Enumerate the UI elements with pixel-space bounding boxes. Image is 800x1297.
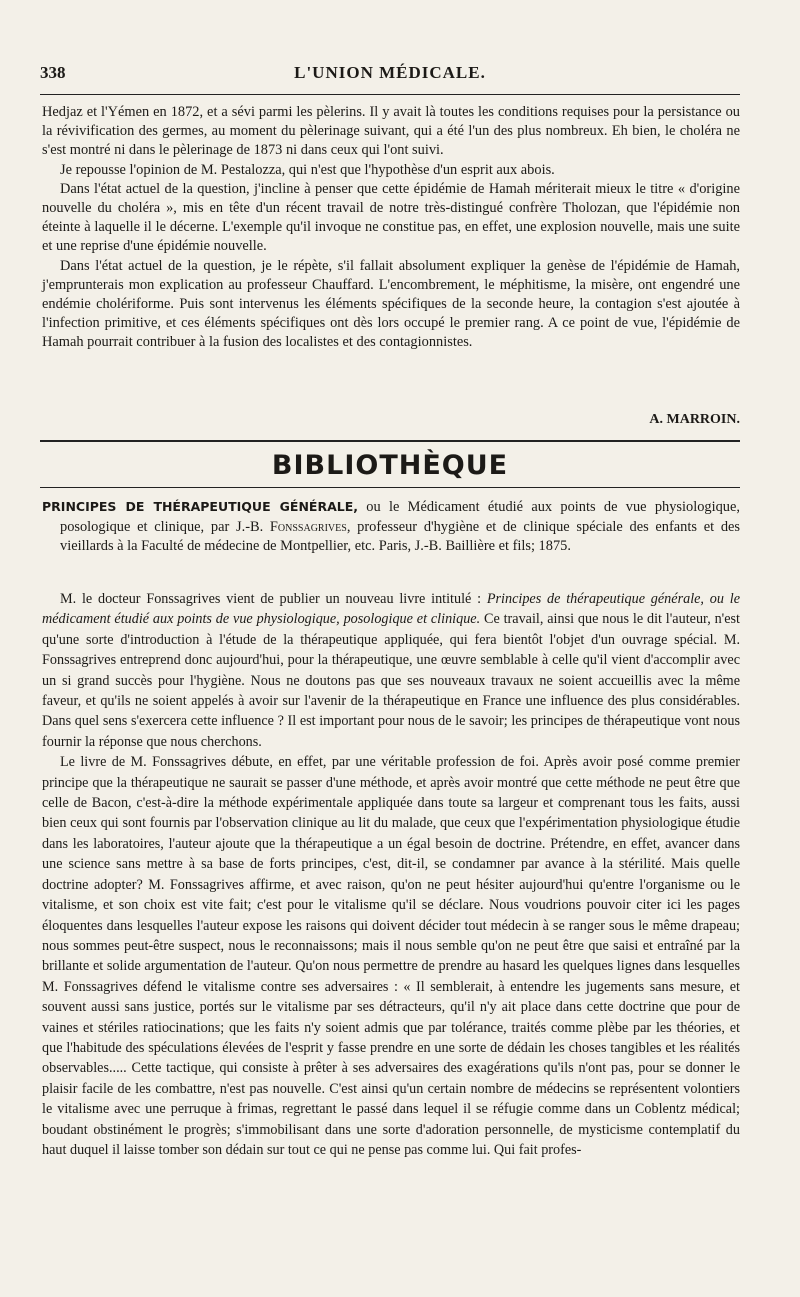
review-text: Ce travail, ainsi que nous le dit l'auteur, n'est qu'une sorte d'introduction à l'étude de la thérapeutique appliquée, qui fera bientôt l'objet d'un ouvrage spécial. M. Fonssagrives entreprend donc aujourd'hui, pour la thérapeutique, une œuvre semblable à celle qu'il vient d'accomplir avec un si grand succès pour l'hygiène. Nous ne doutons pas que ses nouveaux travaux ne soient accueillis avec la même faveur, et qu'ils ne soient appelés à avoir sur l'avenir de la thérapeutique en France une influence des plus considérables. Dans quel sens s'exercera cette influence ? Il est important pour nous de le savoir; les principes de thérapeutique vont nous fournir la réponse que nous cherchons. <box>42 611 740 750</box>
book-subtitle: ou le Médicament étudié aux points de vue physiologique, posologique et clinique, par J.-B. <box>60 499 740 535</box>
article-signature: A. MARROIN. <box>649 412 740 427</box>
section-rule-bottom <box>40 487 740 488</box>
review-text: M. le docteur Fonssagrives vient de publier un nouveau livre intitulé : <box>60 591 487 607</box>
article-paragraph: Dans l'état actuel de la question, je le répète, s'il fallait absolument expliquer la genèse de l'épidémie de Hamah, j'emprunterais mon explication au professeur Chauffard. L'encombrement, le méphitisme, la misère, ont engendré une endémie cholériforme. Puis sont intervenus les éléments spécifiques de la seconde heure, la contagion s'est ajoutée à l'infection primitive, et ces éléments spécifiques ont dès lors occupé le premier rang. A ce point de vue, l'épidémie de Hamah pourrait contribuer à la fusion des localistes et des contagionnistes. <box>42 257 740 351</box>
review-paragraph: Le livre de M. Fonssagrives débute, en effet, par une véritable profession de foi. Après avoir posé comme premier principe que la thérapeutique ne saurait se passer d'une méthode, et après avoir montré que cette méthode ne peut être que celle de Bacon, c'est-à-dire la méthode expérimentale appliquée dans toute sa largeur et comprenant tous les faits, aussi bien ceux qui sont fournis par l'observation clinique au lit du malade, que ceux que l'expérimentation physiologique étudie dans les laboratoires, l'auteur ajoute que la thérapeutique a un égal besoin de doctrine. Prétendre, en effet, avancer dans une science sans mettre à sa base de forts principes, c'est, dit-il, se condamner par avance à la stérilité. Mais quelle doctrine adopter? M. Fonssagrives affirme, et avec raison, qu'on ne peut hésiter aujourd'hui qu'entre l'organisme ou le vitalisme, et son choix est vite fait; c'est pour le vitalisme qu'il se déclare. Nous voudrions pouvoir citer ici les pages éloquentes dans lesquelles l'auteur expose les raisons qui doivent décider tout médecin à se ranger sous le même drapeau; nous sommes peut-être suspect, nous le reconnaissons; mais il nous semble qu'on ne peut être que saisi et entraîné par la brillante et solide argumentation de l'auteur. Qu'on nous permettre de prendre au hasard les quelques lignes dans lesquelles M. Fonssagrives défend le vitalisme contre ses adversaires : « Il semblerait, à entendre les jugements sans mesure, et souvent aussi sans justice, portés sur le vitalisme par ses détracteurs, qu'il n'y ait place dans cette doctrine que pour de vaines et stériles ratiocinations; que les faits n'y soient admis que par tolérance, traités comme plèbe par les théories, et que l'habitude des spéculations élevées de l'esprit y fasse prendre en une sorte de dédain les choses tangibles et les réalités observables..... Cette tactique, qui consiste à prêter à ses adversaires des exagérations qu'ils n'ont pas, pour se donner le plaisir facile de les combattre, n'est pas nouvelle. C'est ainsi qu'un certain nombre de médecins se représentent volontiers le vitalisme avec une perruque à frimas, regrettant le passé dans lequel il se réfugie comme dans un Coblentz médical; boudant obstinément le progrès; s'immobilisant dans une sorte d'adoration personnelle, de mysticisme contemplatif du haut duquel il laisse tomber son dédain sur tout ce qui ne pense pas comme lui. Qui fait profes- <box>42 754 740 1158</box>
section-heading <box>40 448 740 490</box>
article-paragraph: Je repousse l'opinion de M. Pestalozza, qui n'est que l'hypothèse d'un esprit aux abois. <box>60 161 555 178</box>
section-title: BIBLIOTHÈQUE <box>266 450 514 481</box>
page-number: 338 <box>40 63 66 82</box>
book-title: PRINCIPES DE THÉRAPEUTIQUE GÉNÉRALE, <box>42 499 359 514</box>
review-book-title: Principes de thérapeutique générale, ou le médicament étudié aux points de vue physiologique, posologique et clinique. <box>42 591 740 628</box>
book-reference <box>42 497 740 557</box>
review-paragraph <box>42 589 740 752</box>
book-publication: , professeur d'hygiène et de clinique spéciale des enfants et des vieillards à la Faculté de médecine de Montpellier, etc. Paris, J.-B. Baillière et fils; 1875. <box>60 518 740 555</box>
article-paragraph: Dans l'état actuel de la question, j'incline à penser que cette épidémie de Hamah mériterait mieux le titre « d'origine nouvelle du choléra », mis en tête d'un récent travail de notre très-distingué confrère Tholozan, que l'épidémie non éteinte à laquelle il le décerne. L'exemple qu'il invoque ne constitue pas, en effet, une explosion nouvelle, mais une suite et une reprise d'une épidémie nouvelle. <box>42 180 740 255</box>
section-rule-top <box>40 440 740 442</box>
article-paragraph: Hedjaz et l'Yémen en 1872, et a sévi parmi les pèlerins. Il y avait là toutes les conditions requises pour la persistance ou la révivification des germes, au moment du pèlerinage suivant, qui a été l'un des plus nombreux. Eh bien, le choléra ne s'est montré ni dans le pèlerinage de 1873 ni dans ceux qui l'ont suivi. <box>42 104 740 159</box>
book-author: Fonssagrives <box>269 518 347 535</box>
running-title: L'UNION MÉDICALE. <box>294 63 486 82</box>
top-article <box>42 103 740 353</box>
review-body <box>42 589 740 1160</box>
header-rule <box>40 94 740 95</box>
page-header <box>40 58 740 88</box>
